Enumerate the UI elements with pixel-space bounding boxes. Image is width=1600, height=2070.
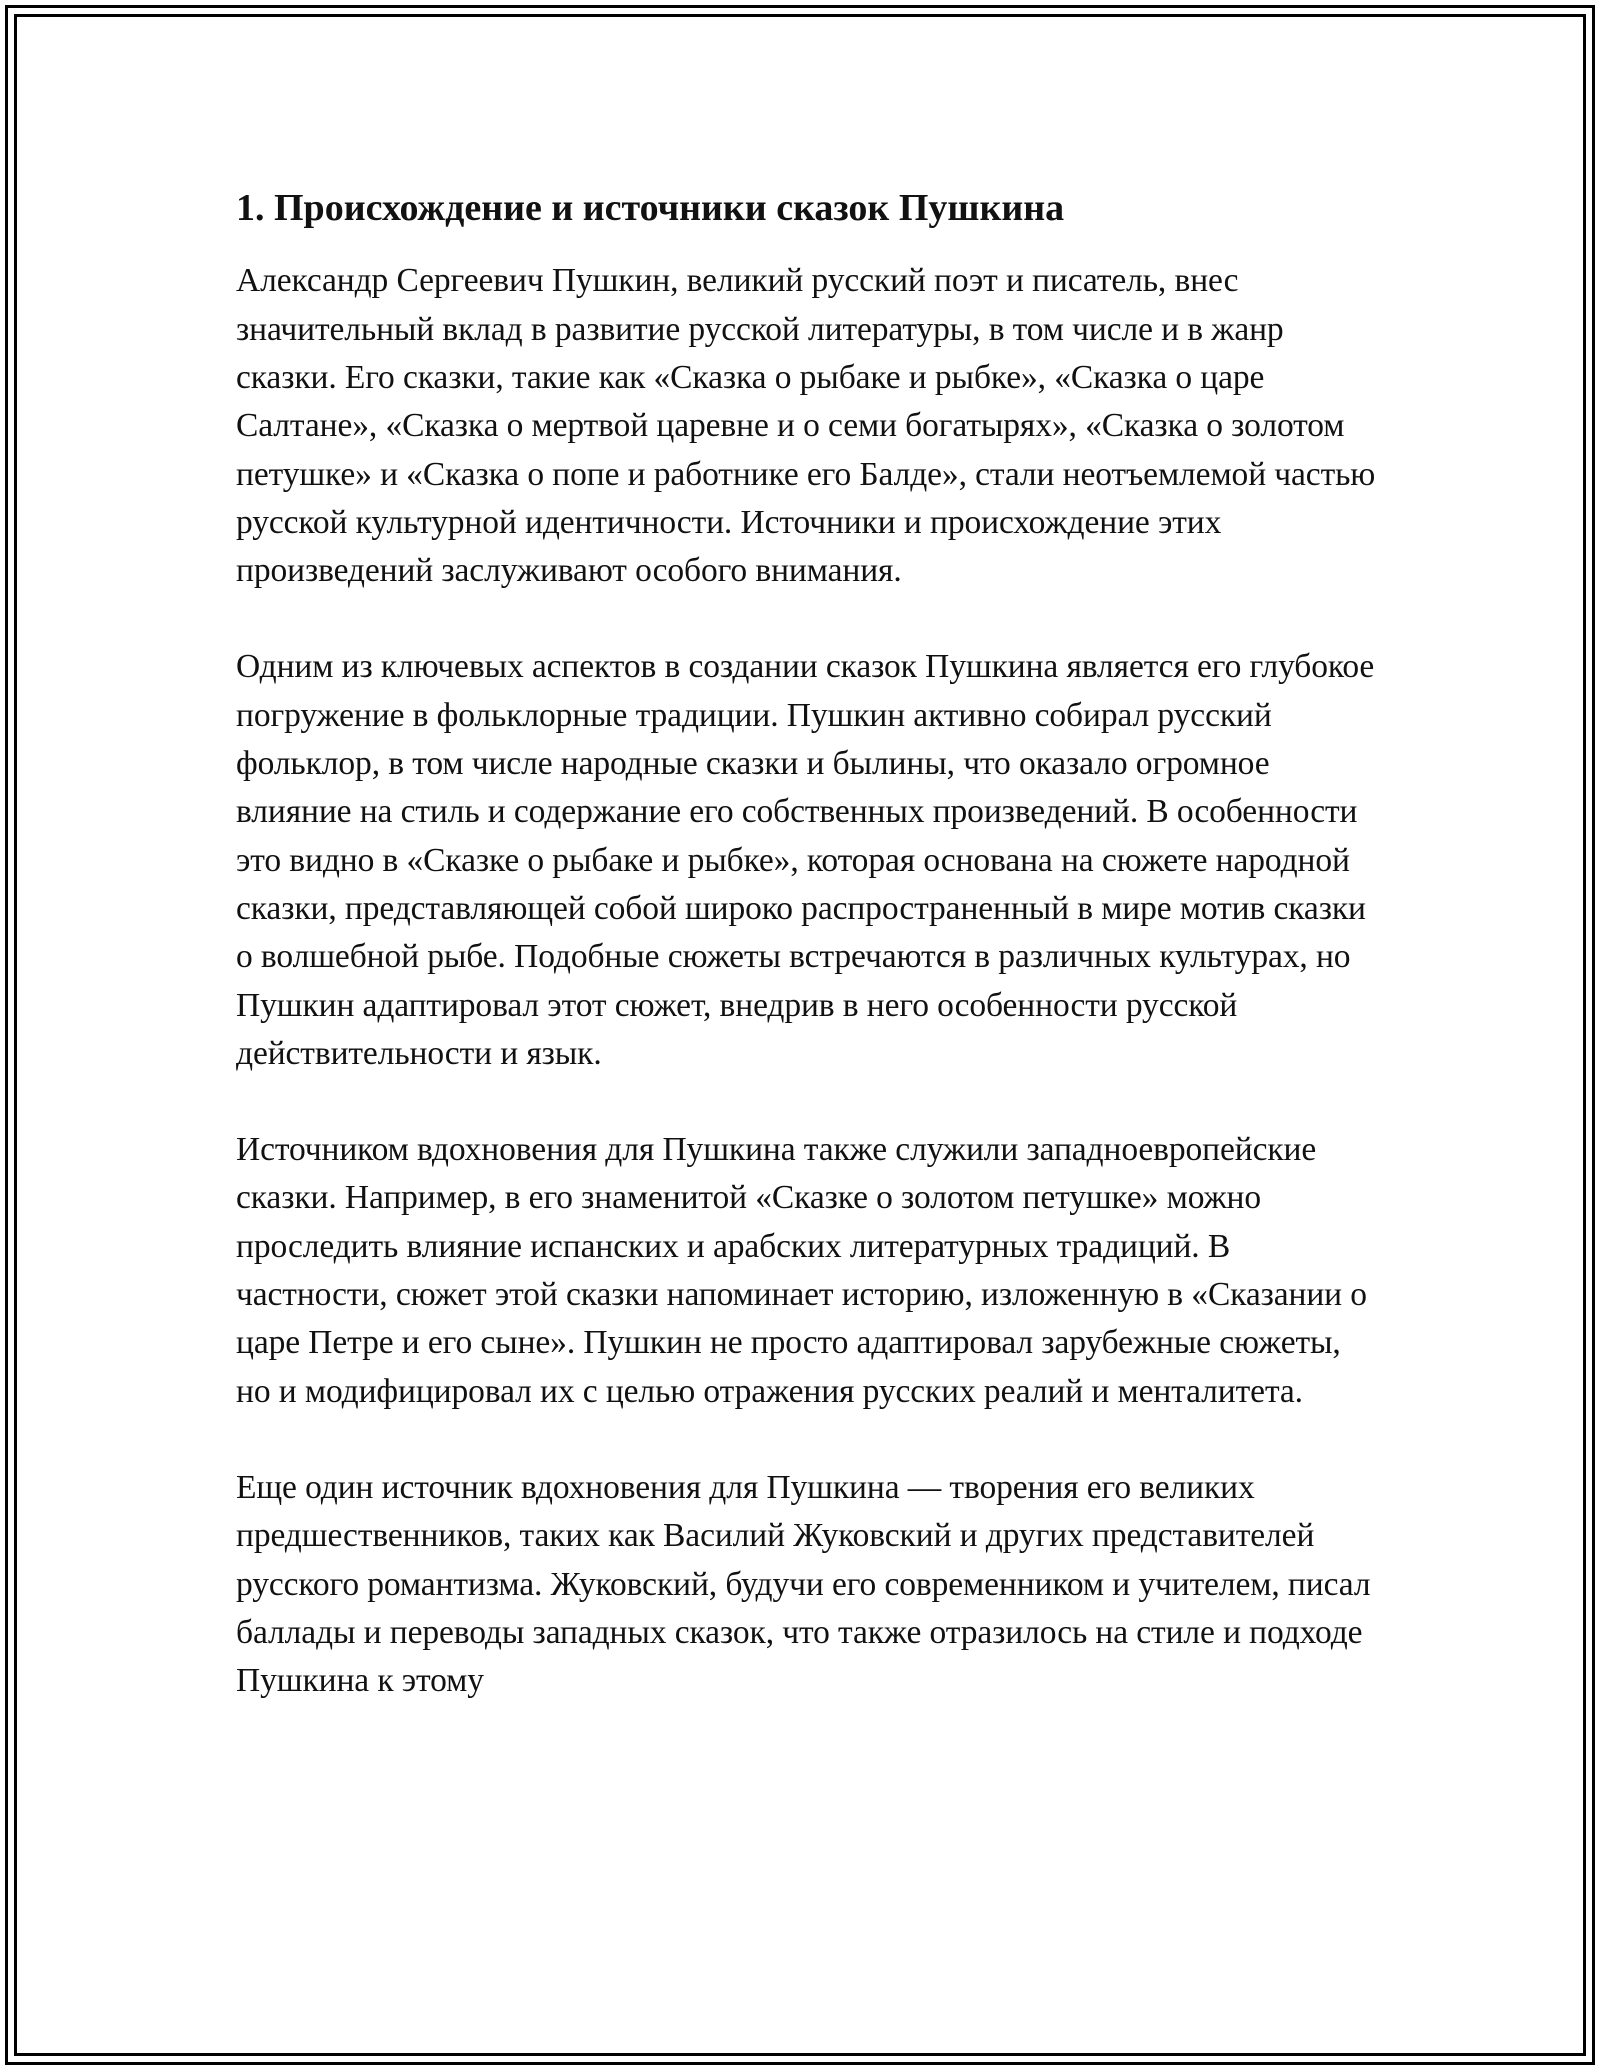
paragraph-1: Александр Сергеевич Пушкин, великий русский поэт и писатель, внес значительный вклад в развитие русской литературы, в том числе и в жанр сказки. Его сказки, такие как «Сказка о рыбаке и рыбке», «Сказка о царе Салтане», «Сказка о мертвой царевне и о семи богатырях», «Сказка о золотом петушке» и «Сказка о попе и работнике его Балде», стали неотъемлемой частью русской культурной идентичности. Источники и происхождение этих произведений заслуживают особого внимания. [236,262,1376,590]
section-heading: 1. Происхождение и источники сказок Пушкина [236,187,1065,229]
paragraph-2: Одним из ключевых аспектов в создании сказок Пушкина является его глубокое погружение в фольклорные традиции. Пушкин активно собирал русский фольклор, в том числе народные сказки и былины, что оказало огромное влияние на стиль и содержание его собственных произведений. В особенности это видно в «Сказке о рыбаке и рыбке», которая основана на сюжете народной сказки, представляющей собой широко распространенный в мире мотив сказки о волшебной рыбе. Подобные сюжеты встречаются в различных культурах, но Пушкин адаптировал этот сюжет, внедрив в него особенности русской действительности и язык. [236,648,1375,1072]
paragraph-3: Источником вдохновения для Пушкина также служили западноевропейские сказки. Например, в его знаменитой «Сказке о золотом петушке» можно проследить влияние испанских и арабских литературных традиций. В частности, сюжет этой сказки напоминает историю, изложенную в «Сказании о царе Петре и его сыне». Пушкин не просто адаптировал зарубежные сюжеты, но и модифицировал их с целью отражения русских реалий и менталитета. [236,1131,1367,1410]
paragraph-4: Еще один источник вдохновения для Пушкина — творения его великих предшественников, таких как Василий Жуковский и других представителей русского романтизма. Жуковский, будучи его современником и учителем, писал баллады и переводы западных сказок, что также отразилось на стиле и подходе Пушкина к этому [236,1468,1371,1700]
document-body [236,184,1376,1753]
